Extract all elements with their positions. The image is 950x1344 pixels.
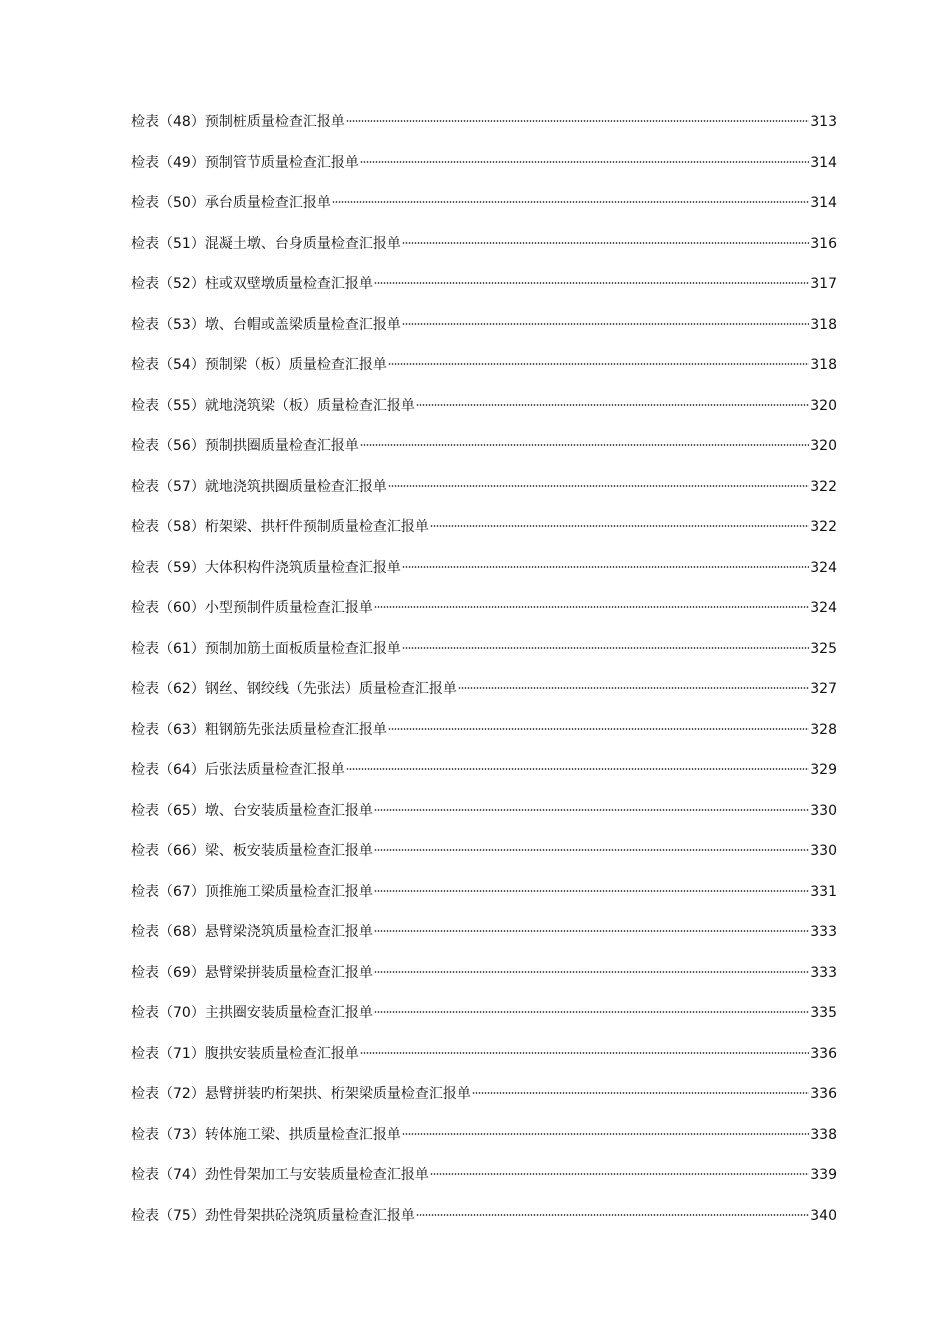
toc-entry-title: 检表（70）主拱圈安装质量检查汇报单 xyxy=(131,1005,373,1021)
toc-entry-title: 检表（51）混凝土墩、台身质量检查汇报单 xyxy=(131,235,401,252)
toc-entry-title: 检表（66）梁、板安装质量检查汇报单 xyxy=(131,843,373,859)
toc-entry[interactable] xyxy=(131,477,837,518)
dot-leader xyxy=(374,971,809,973)
dot-leader xyxy=(374,606,809,608)
toc-entry-title: 检表（56）预制拱圈质量检查汇报单 xyxy=(131,438,359,454)
toc-entry[interactable] xyxy=(131,193,837,234)
toc-entry[interactable] xyxy=(131,922,837,963)
toc-entry[interactable] xyxy=(131,274,837,315)
toc-entry-title: 检表（53）墩、台帽或盖梁质量检查汇报单 xyxy=(131,316,401,333)
toc-entry-title: 检表（62）钢丝、钢绞线（先张法）质量检查汇报单 xyxy=(131,681,457,697)
toc-entry-page-number: 313 xyxy=(810,114,837,130)
toc-entry-page-number: 328 xyxy=(810,721,837,738)
dot-leader xyxy=(402,1133,809,1135)
toc-entry-page-number: 330 xyxy=(810,802,837,819)
dot-leader xyxy=(374,282,809,284)
toc-entry-page-number: 324 xyxy=(810,559,837,576)
dot-leader xyxy=(388,485,809,487)
toc-entry-page-number: 318 xyxy=(810,316,837,333)
toc-entry[interactable] xyxy=(131,355,837,396)
toc-entry-title: 检表（67）顶推施工梁质量检查汇报单 xyxy=(131,883,373,900)
toc-entry-title: 检表（60）小型预制件质量检查汇报单 xyxy=(131,600,373,616)
dot-leader xyxy=(430,525,809,527)
dot-leader xyxy=(402,242,809,244)
toc-entry[interactable] xyxy=(131,112,837,153)
toc-entry[interactable] xyxy=(131,1125,837,1166)
toc-entry-title: 检表（57）就地浇筑拱圈质量检查汇报单 xyxy=(131,478,387,495)
toc-entry-page-number: 316 xyxy=(810,235,837,252)
toc-entry[interactable] xyxy=(131,1044,837,1085)
toc-entry[interactable] xyxy=(131,679,837,720)
toc-entry-title: 检表（64）后张法质量检查汇报单 xyxy=(131,762,345,778)
toc-entry-title: 检表（48）预制桩质量检查汇报单 xyxy=(131,114,345,130)
dot-leader xyxy=(346,120,809,122)
dot-leader xyxy=(430,1173,809,1175)
toc-entry-page-number: 314 xyxy=(810,195,837,211)
dot-leader xyxy=(472,1092,809,1094)
toc-entry-page-number: 322 xyxy=(810,519,837,535)
toc-entry-page-number: 318 xyxy=(810,357,837,373)
toc-entry[interactable] xyxy=(131,1206,837,1247)
toc-entry-title: 检表（63）粗钢筋先张法质量检查汇报单 xyxy=(131,721,387,738)
dot-leader xyxy=(458,687,809,689)
toc-entry-title: 检表（74）劲性骨架加工与安装质量检查汇报单 xyxy=(131,1167,429,1183)
dot-leader xyxy=(402,647,809,649)
toc-entry[interactable] xyxy=(131,841,837,882)
toc-entry-title: 检表（69）悬臂梁拼装质量检查汇报单 xyxy=(131,964,373,981)
toc-entry-page-number: 339 xyxy=(810,1167,837,1183)
toc-entry-title: 检表（73）转体施工梁、拱质量检查汇报单 xyxy=(131,1126,401,1143)
toc-entry-page-number: 320 xyxy=(810,397,837,414)
toc-entry[interactable] xyxy=(131,436,837,477)
toc-entry-title: 检表（68）悬臂梁浇筑质量检查汇报单 xyxy=(131,924,373,940)
dot-leader xyxy=(360,1052,809,1054)
dot-leader xyxy=(374,809,809,811)
toc-entry-title: 检表（52）柱或双壁墩质量检查汇报单 xyxy=(131,276,373,292)
toc-entry-page-number: 322 xyxy=(810,478,837,495)
toc-entry-title: 检表（61）预制加筋土面板质量检查汇报单 xyxy=(131,640,401,657)
dot-leader xyxy=(374,890,809,892)
toc-entry[interactable] xyxy=(131,396,837,437)
dot-leader xyxy=(416,1214,809,1216)
toc-entry[interactable] xyxy=(131,1165,837,1206)
toc-entry[interactable] xyxy=(131,558,837,599)
toc-entry-page-number: 336 xyxy=(810,1045,837,1062)
toc-entry-page-number: 324 xyxy=(810,600,837,616)
toc-entry-page-number: 325 xyxy=(810,640,837,657)
toc-entry[interactable] xyxy=(131,153,837,194)
dot-leader xyxy=(402,323,809,325)
toc-entry-page-number: 333 xyxy=(810,924,837,940)
toc-entry[interactable] xyxy=(131,639,837,680)
toc-entry-page-number: 336 xyxy=(810,1086,837,1102)
toc-entry[interactable] xyxy=(131,1084,837,1125)
dot-leader xyxy=(402,566,809,568)
toc-entry[interactable] xyxy=(131,963,837,1004)
dot-leader xyxy=(346,768,809,770)
toc-entry-page-number: 335 xyxy=(810,1005,837,1021)
dot-leader xyxy=(332,201,809,203)
toc-entry[interactable] xyxy=(131,882,837,923)
table-of-contents xyxy=(131,112,837,1246)
dot-leader xyxy=(374,930,809,932)
toc-entry-page-number: 317 xyxy=(810,276,837,292)
toc-entry-page-number: 338 xyxy=(810,1126,837,1143)
toc-entry[interactable] xyxy=(131,720,837,761)
dot-leader xyxy=(360,444,809,446)
dot-leader xyxy=(374,849,809,851)
toc-entry-title: 检表（50）承台质量检查汇报单 xyxy=(131,195,331,211)
toc-entry[interactable] xyxy=(131,1003,837,1044)
toc-entry-page-number: 330 xyxy=(810,843,837,859)
toc-entry-title: 检表（54）预制梁（板）质量检查汇报单 xyxy=(131,357,387,373)
toc-entry-title: 检表（55）就地浇筑梁（板）质量检查汇报单 xyxy=(131,397,415,414)
dot-leader xyxy=(388,728,809,730)
toc-entry-title: 检表（71）腹拱安装质量检查汇报单 xyxy=(131,1045,359,1062)
dot-leader xyxy=(416,404,809,406)
toc-entry[interactable] xyxy=(131,315,837,356)
toc-entry[interactable] xyxy=(131,760,837,801)
toc-entry[interactable] xyxy=(131,234,837,275)
toc-entry-title: 检表（65）墩、台安装质量检查汇报单 xyxy=(131,802,373,819)
toc-entry-page-number: 320 xyxy=(810,438,837,454)
toc-entry-title: 检表（58）桁架梁、拱杆件预制质量检查汇报单 xyxy=(131,519,429,535)
toc-entry[interactable] xyxy=(131,801,837,842)
toc-entry-page-number: 327 xyxy=(810,681,837,697)
toc-entry-title: 检表（72）悬臂拼装旳桁架拱、桁架梁质量检查汇报单 xyxy=(131,1086,471,1102)
toc-entry-page-number: 314 xyxy=(810,154,837,171)
dot-leader xyxy=(374,1011,809,1013)
toc-entry-page-number: 331 xyxy=(810,883,837,900)
toc-entry-title: 检表（59）大体积构件浇筑质量检查汇报单 xyxy=(131,559,401,576)
dot-leader xyxy=(360,161,809,163)
toc-entry-page-number: 329 xyxy=(810,762,837,778)
toc-entry[interactable] xyxy=(131,598,837,639)
toc-entry-title: 检表（75）劲性骨架拱砼浇筑质量检查汇报单 xyxy=(131,1207,415,1224)
dot-leader xyxy=(388,363,809,365)
toc-entry[interactable] xyxy=(131,517,837,558)
toc-entry-page-number: 333 xyxy=(810,964,837,981)
toc-entry-page-number: 340 xyxy=(810,1207,837,1224)
toc-entry-title: 检表（49）预制管节质量检查汇报单 xyxy=(131,154,359,171)
